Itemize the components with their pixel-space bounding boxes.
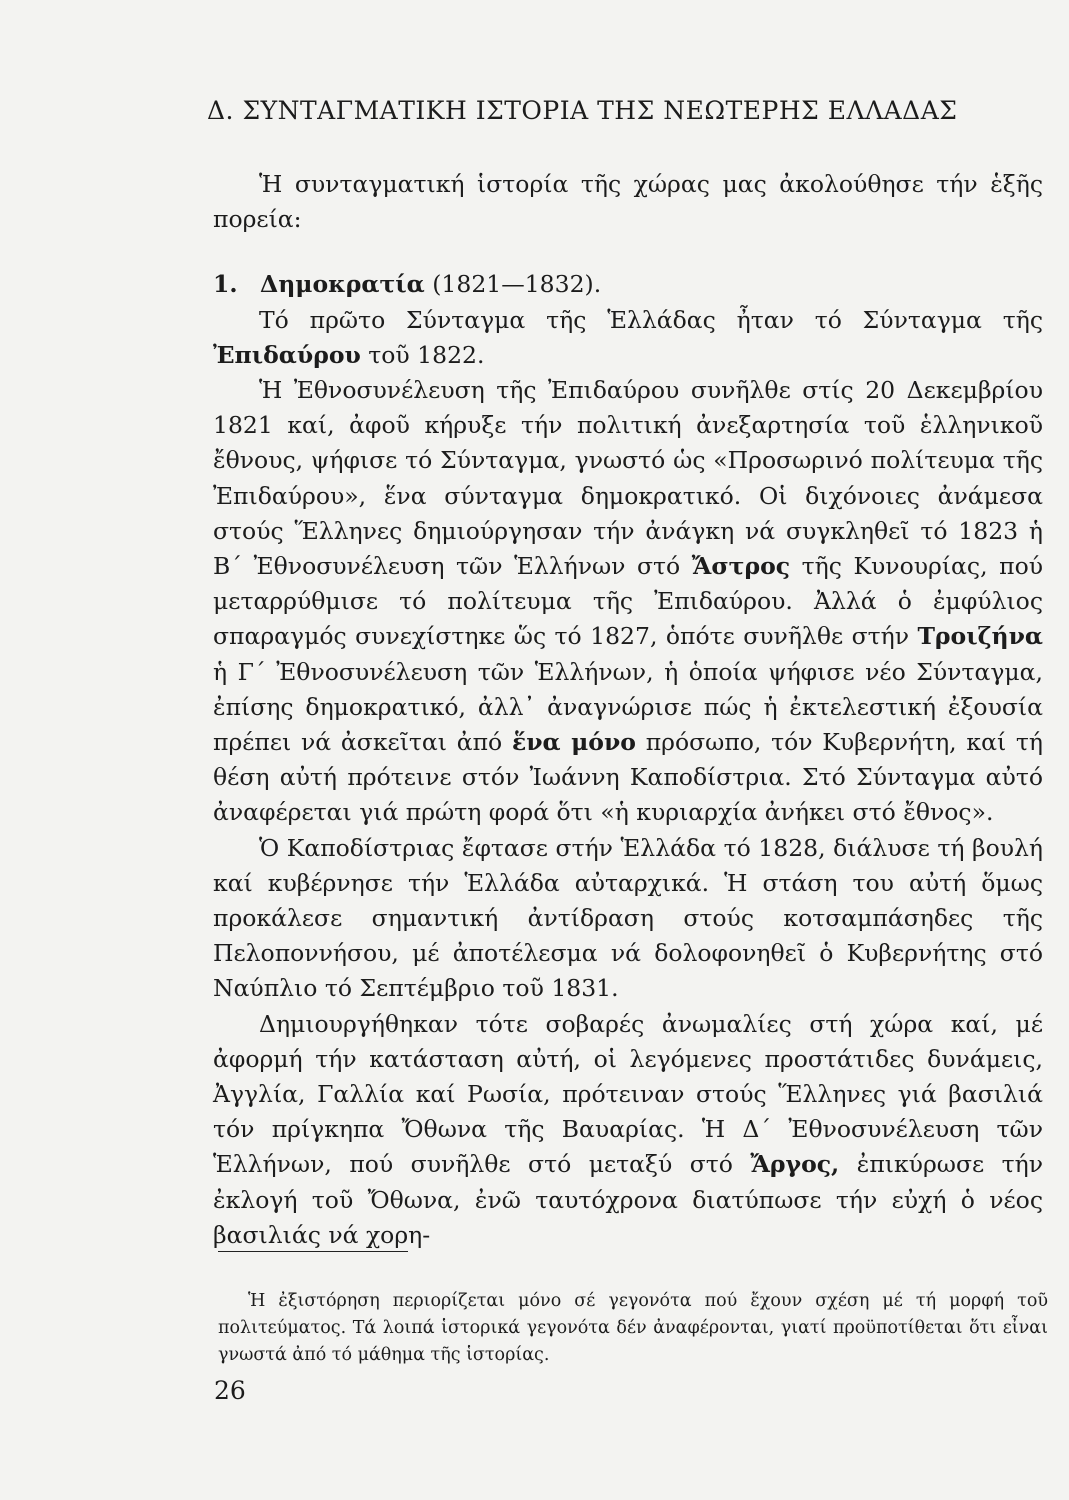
paragraph-4 (213, 1007, 1043, 1253)
section-years: (1821—1832). (432, 270, 602, 299)
intro-paragraph: Ἡ συνταγματική ἱστορία τῆς χώρας μας ἀκολούθησε τήν ἑξῆς πορεία: (213, 170, 1043, 234)
footnote-rule (218, 1251, 408, 1252)
page-body (207, 96, 1043, 1253)
section-number: 1. (213, 270, 238, 299)
bold-term-ena-mono: ἕνα μόνο (511, 728, 636, 757)
section-title (213, 267, 1043, 302)
paragraph-1-text: Τό πρῶτο Σύνταγμα τῆς Ἑλλάδας ἦταν τό Σύνταγμα τῆς (259, 305, 1043, 334)
paragraph-1 (213, 303, 1043, 373)
paragraph-3: Ὁ Καποδίστριας ἔφτασε στήν Ἑλλάδα τό 1828, διάλυσε τή βουλή καί κυβέρνησε τήν Ἑλλάδα αὐταρχικά. Ἡ στάση του αὐτή ὅμως προκάλεσε σημαντική ἀντίδραση στούς κοτσαμπάσηδες τῆς Πελοποννήσου, μέ ἀποτέλεσμα νά δολοφονηθεῖ ὁ Κυβερνήτης στό Ναύπλιο τό Σεπτέμβριο τοῦ 1831. (213, 833, 1043, 1003)
bold-term-argos: Ἄργος, (750, 1150, 840, 1179)
paragraph-2-text-2: τῆς Κυνουρίας, πού μεταρρύθμισε τό πολίτευμα τῆς Ἐπιδαύρου. Ἀλλά ὁ ἐμφύλιος σπαραγμός συνεχίστηκε ὥς τό 1827, ὁπότε συνῆλθε στήν (213, 552, 1043, 651)
section-name: Δημοκρατία (259, 270, 425, 299)
bold-term-troizina: Τροιζήνα (917, 622, 1043, 651)
paragraph-4-text-end: ἐπικύρωσε τήν ἐκλογή τοῦ Ὄθωνα, ἐνῶ ταυτόχρονα διατύπωσε τήν εὐχή ὁ νέος βασιλιάς νά χορη- (213, 1150, 1043, 1249)
footnote: Ἡ ἐξιστόρηση περιορίζεται μόνο σέ γεγονότα πού ἔχουν σχέση μέ τή μορφή τοῦ πολιτεύματος. Τά λοιπά ἱστορικά γεγονότα δέν ἀναφέρονται, γιατί προϋποτίθεται ὅτι εἶναι γνωστά ἀπό τό μάθημα τῆς ἱστορίας. (218, 1290, 1048, 1365)
paragraph-2-text-3: ἡ Γ΄ Ἐθνοσυνέλευση τῶν Ἑλλήνων, ἡ ὁποία ψήφισε νέο Σύνταγμα, ἐπίσης δημοκρατικό, ἀλλ᾿ ἀναγνώρισε πώς ἡ ἐκτελεστική ἐξουσία πρέπει νά ἀσκεῖται ἀπό (213, 657, 1043, 757)
paragraph-4-text: Δημιουργήθηκαν τότε σοβαρές ἀνωμαλίες στή χώρα καί, μέ ἀφορμή τήν κατάσταση αὐτή, οἱ λεγόμενες προστάτιδες δυνάμεις, Ἀγγλία, Γαλλία καί Ρωσία, πρότειναν στούς Ἕλληνες γιά βασιλιά τόν πρίγκηπα Ὄθωνα τῆς Βαυαρίας. Ἡ Δ΄ Ἐθνοσυνέλευση τῶν Ἑλλήνων, πού συνῆλθε στό μεταξύ στό (213, 1009, 1043, 1179)
chapter-heading: Δ. ΣΥΝΤΑΓΜΑΤΙΚΗ ΙΣΤΟΡΙΑ ΤΗΣ ΝΕΩΤΕΡΗΣ ΕΛΛΑΔΑΣ (207, 96, 958, 125)
page-number: 26 (214, 1376, 246, 1405)
paragraph-2 (213, 373, 1043, 831)
paragraph-2-text-4: πρόσωπο, τόν Κυβερνήτη, καί τή θέση αὐτή πρότεινε στόν Ἰωάννη Καποδίστρια. Στό Σύνταγμα αὐτό ἀναφέρεται γιά πρώτη φορά ὅτι «ἡ κυριαρχία ἀνήκει στό ἔθνος». (213, 728, 1043, 827)
paragraph-2-text: Ἡ Ἐθνοσυνέλευση τῆς Ἐπιδαύρου συνῆλθε στίς 20 Δεκεμβρίου 1821 καί, ἀφοῦ κήρυξε τήν πολιτική ἀνεξαρτησία τοῦ ἑλληνικοῦ ἔθνους, ψήφισε τό Σύνταγμα, γνωστό ὡς «Προσωρινό πολίτευμα τῆς Ἐπιδαύρου», ἕνα σύνταγμα δημοκρατικό. Οἱ διχόνοιες ἀνάμεσα στούς Ἕλληνες δημιούργησαν τήν ἀνάγκη νά συγκληθεῖ τό 1823 ἡ Β΄ Ἐθνοσυνέλευση τῶν Ἑλλήνων στό (213, 376, 1043, 581)
bold-term-astros: Ἄστρος (691, 552, 791, 581)
bold-term-epidaurus: Ἐπιδαύρου (213, 340, 361, 369)
paragraph-1-text-end: τοῦ 1822. (360, 340, 485, 369)
